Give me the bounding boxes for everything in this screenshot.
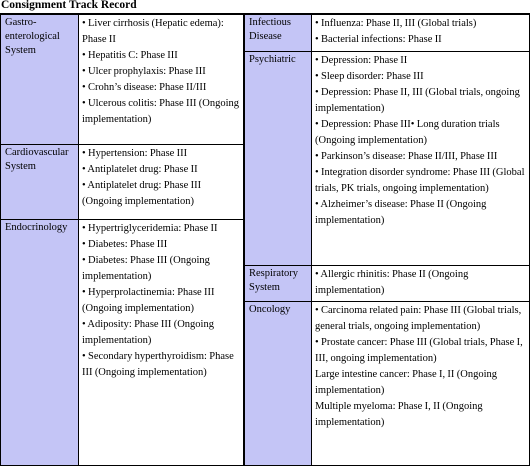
category-oncology	[245, 302, 311, 466]
track-record-table	[0, 15, 530, 466]
page-title: Consignment Track Record	[1, 0, 137, 11]
category-label: Gastro-enterological System	[5, 17, 60, 56]
list-item: • Alzheimer’s disease: Phase II (Ongoing implementation)	[315, 199, 487, 226]
items-respiratory	[312, 266, 529, 301]
list-item: • Prostate cancer: Phase III (Global trials, Phase I, III, ongoing implementation)	[315, 337, 523, 364]
list-item: • Adiposity: Phase III (Ongoing implementation)	[82, 319, 214, 346]
category-label: Infectious Disease	[249, 17, 291, 42]
list-item: • Crohn’s disease: Phase II/III	[82, 82, 207, 93]
category-label: Cardiovascular System	[5, 147, 69, 172]
category-infectious	[245, 15, 311, 51]
category-label: Endocrinology	[5, 222, 68, 233]
category-label: Respiratory System	[249, 268, 298, 293]
list-item: • Bacterial infections: Phase II	[315, 34, 442, 45]
list-item: • Antiplatelet drug: Phase II	[82, 164, 198, 175]
category-gastro	[1, 15, 78, 144]
list-item: • Integration disorder syndrome: Phase III (Global trials, PK trials, ongoing implementation)	[315, 167, 525, 194]
list-item: • Carcinoma related pain: Phase III (Global trials, general trials, ongoing implementation)	[315, 305, 522, 332]
grid-line	[78, 15, 79, 466]
category-psychiatric	[245, 52, 311, 265]
items-oncology	[312, 302, 529, 466]
category-label: Psychiatric	[249, 54, 296, 65]
list-item: • Depression: Phase II	[315, 55, 408, 66]
grid-line	[0, 144, 244, 145]
grid-line	[244, 265, 530, 266]
grid-line	[0, 219, 244, 220]
grid-line	[311, 15, 312, 466]
items-cardiovascular	[79, 145, 243, 219]
grid-line	[243, 15, 245, 466]
list-item: • Ulcerous colitis: Phase III (Ongoing implementation)	[82, 98, 240, 125]
list-item: Large intestine cancer: Phase I, II (Ongoing implementation)	[315, 369, 497, 396]
category-label: Oncology	[249, 304, 291, 315]
list-item: • Ulcer prophylaxis: Phase III	[82, 66, 206, 77]
list-item: • Diabetes: Phase III	[82, 239, 168, 250]
list-item: • Hypertension: Phase III	[82, 148, 188, 159]
grid-line	[244, 51, 530, 52]
list-item: • Liver cirrhosis (Hepatic edema): Phase II	[82, 18, 224, 45]
list-item: • Antiplatelet drug: Phase III (Ongoing implementation)	[82, 180, 202, 207]
list-item: Multiple myeloma: Phase I, II (Ongoing implementation)	[315, 401, 483, 428]
list-item: • Diabetes: Phase III (Ongoing implementation)	[82, 255, 210, 282]
list-item: • Depression: Phase III• Long duration trials (Ongoing implementation)	[315, 119, 500, 146]
list-item: • Allergic rhinitis: Phase II (Ongoing implementation)	[315, 269, 469, 296]
grid-line	[244, 301, 530, 302]
list-item: • Influenza: Phase II, III (Global trials)	[315, 18, 477, 29]
list-item: • Hyperprolactinemia: Phase III (Ongoing implementation)	[82, 287, 215, 314]
category-respiratory	[245, 266, 311, 301]
category-endocrinology	[1, 220, 78, 466]
grid-line	[0, 15, 1, 466]
items-infectious	[312, 15, 529, 51]
items-psychiatric	[312, 52, 529, 265]
list-item: • Sleep disorder: Phase III	[315, 71, 424, 82]
list-item: • Hepatitis C: Phase III	[82, 50, 178, 61]
list-item: • Parkinson’s disease: Phase II/III, Phase III	[315, 151, 498, 162]
list-item: • Hypertriglyceridemia: Phase II	[82, 223, 218, 234]
list-item: • Depression: Phase II, III (Global trials, ongoing implementation)	[315, 87, 520, 114]
list-item: • Secondary hyperthyroidism: Phase III (Ongoing implementation)	[82, 351, 234, 378]
items-gastro	[79, 15, 243, 144]
category-cardiovascular	[1, 145, 78, 219]
items-endocrinology	[79, 220, 243, 466]
